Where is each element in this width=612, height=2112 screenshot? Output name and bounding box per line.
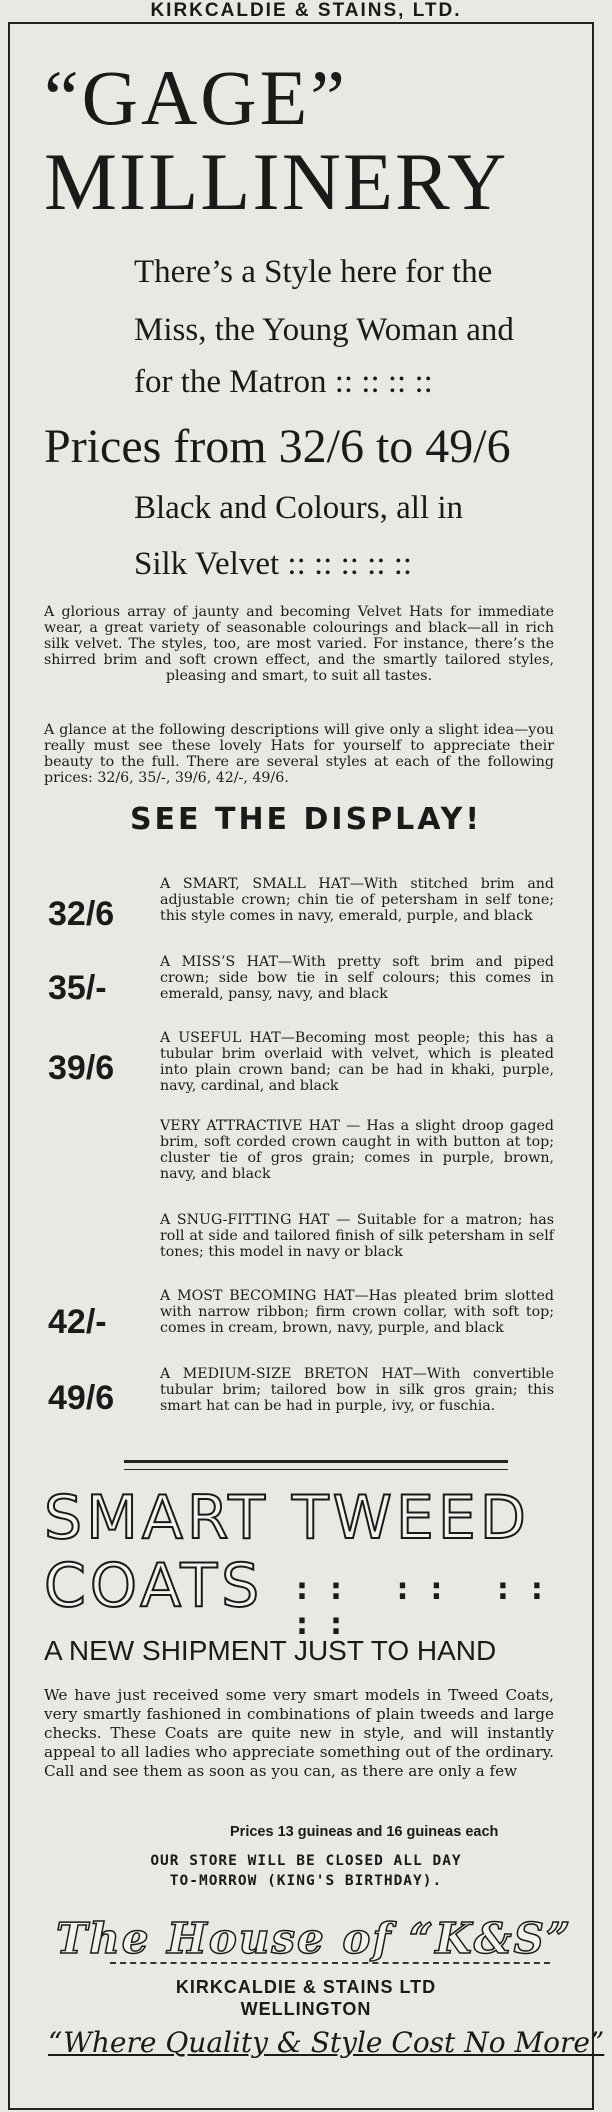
style-line-2: Miss, the Young Woman and: [134, 312, 514, 348]
store-header: KIRKCALDIE & STAINS, LTD.: [150, 0, 462, 21]
house-of-ks-logo: The House of “K&S”: [56, 1914, 573, 1963]
section-divider: [124, 1460, 508, 1470]
shipment-subtitle: A NEW SHIPMENT JUST TO HAND: [44, 1635, 497, 1666]
coats-title: COATS: [44, 1551, 264, 1621]
coats-prices: Prices 13 guineas and 16 guineas each: [230, 1824, 499, 1840]
intro-paragraph: A glorious array of jaunty and becoming Velvet Hats for immediate wear, a great variety of seasonable colourings and black—all in rich silk velvet. The styles, too, are most varied. For instance, there’s the shirred brim and soft crown effect, and the smartly tailored styles, pleasing and smart, to suit all tastes.: [44, 604, 554, 684]
store-slogan: “Where Quality & Style Cost No More”: [48, 2026, 605, 2059]
gage-title: “GAGE”: [44, 54, 348, 141]
price-label: 39/6: [48, 1049, 115, 1087]
tweed-title: SMART TWEED: [44, 1483, 530, 1553]
millinery-title: MILLINERY: [44, 136, 509, 227]
style-line-1: There’s a Style here for the: [134, 254, 493, 290]
price-label: 35/-: [48, 969, 107, 1007]
hat-description: A MOST BECOMING HAT—Has pleated brim slotted with narrow ribbon; firm crown collar, with soft top; comes in cream, brown, navy, purple, and black: [160, 1288, 554, 1336]
hat-description: A USEFUL HAT—Becoming most people; this has a tubular brim overlaid with velvet, which is pleated into plain crown band; can be had in khaki, purple, navy, cardinal, and black: [160, 1030, 554, 1094]
hat-description: A SNUG-FITTING HAT — Suitable for a matron; has roll at side and tailored finish of silk petersham in self tones; this model in navy or black: [160, 1212, 554, 1260]
material-line-2: Silk Velvet :: :: :: :: ::: [134, 546, 413, 582]
material-line-1: Black and Colours, all in: [134, 490, 464, 526]
glance-paragraph: A glance at the following descriptions will give only a slight idea—you really must see these lovely Hats for yourself to appreciate their beauty to the full. There are several styles at each of the following prices: 32/6, 35/-, 39/6, 42/-, 49/6.: [44, 722, 554, 786]
logo-underline: [110, 1962, 550, 1964]
hat-description: VERY ATTRACTIVE HAT — Has a slight droop gaged brim, soft corded crown caught in with button at top; cluster tie of gros grain; comes in purple, brown, navy, and black: [160, 1118, 554, 1182]
see-display-heading: SEE THE DISPLAY!: [129, 802, 483, 837]
style-line-3: for the Matron :: :: :: ::: [134, 364, 433, 400]
closed-notice-line2: TO-MORROW (KING'S BIRTHDAY).: [169, 1873, 443, 1889]
coats-paragraph: We have just received some very smart models in Tweed Coats, very smartly fashioned in combinations of plain tweeds and large checks. These Coats are quite new in style, and will instantly appeal to all ladies who appreciate something out of the ordinary. Call and see them as soon as you can, as there are only a few: [44, 1686, 554, 1780]
hat-description: A SMART, SMALL HAT—With stitched brim and adjustable crown; chin tie of petersham in self tone; this style comes in navy, emerald, purple, and black: [160, 876, 554, 924]
price-range-heading: Prices from 32/6 to 49/6: [44, 420, 511, 473]
price-label: 49/6: [48, 1379, 115, 1417]
closed-notice-line1: OUR STORE WILL BE CLOSED ALL DAY: [150, 1853, 462, 1869]
store-name: KIRKCALDIE & STAINS LTD: [175, 1977, 437, 1997]
price-label: 32/6: [48, 895, 115, 933]
coats-ornament: :: :: :: ::: [296, 1572, 565, 1642]
store-city: WELLINGTON: [240, 1999, 372, 2019]
hat-description: A MEDIUM-SIZE BRETON HAT—With convertible tubular brim; tailored bow in silk gros grain; this smart hat can be had in purple, ivy, or fuschia.: [160, 1366, 554, 1414]
hat-description: A MISS’S HAT—With pretty soft brim and piped crown; side bow tie in self colours; this comes in emerald, pansy, navy, and black: [160, 954, 554, 1002]
price-label: 42/-: [48, 1303, 107, 1341]
